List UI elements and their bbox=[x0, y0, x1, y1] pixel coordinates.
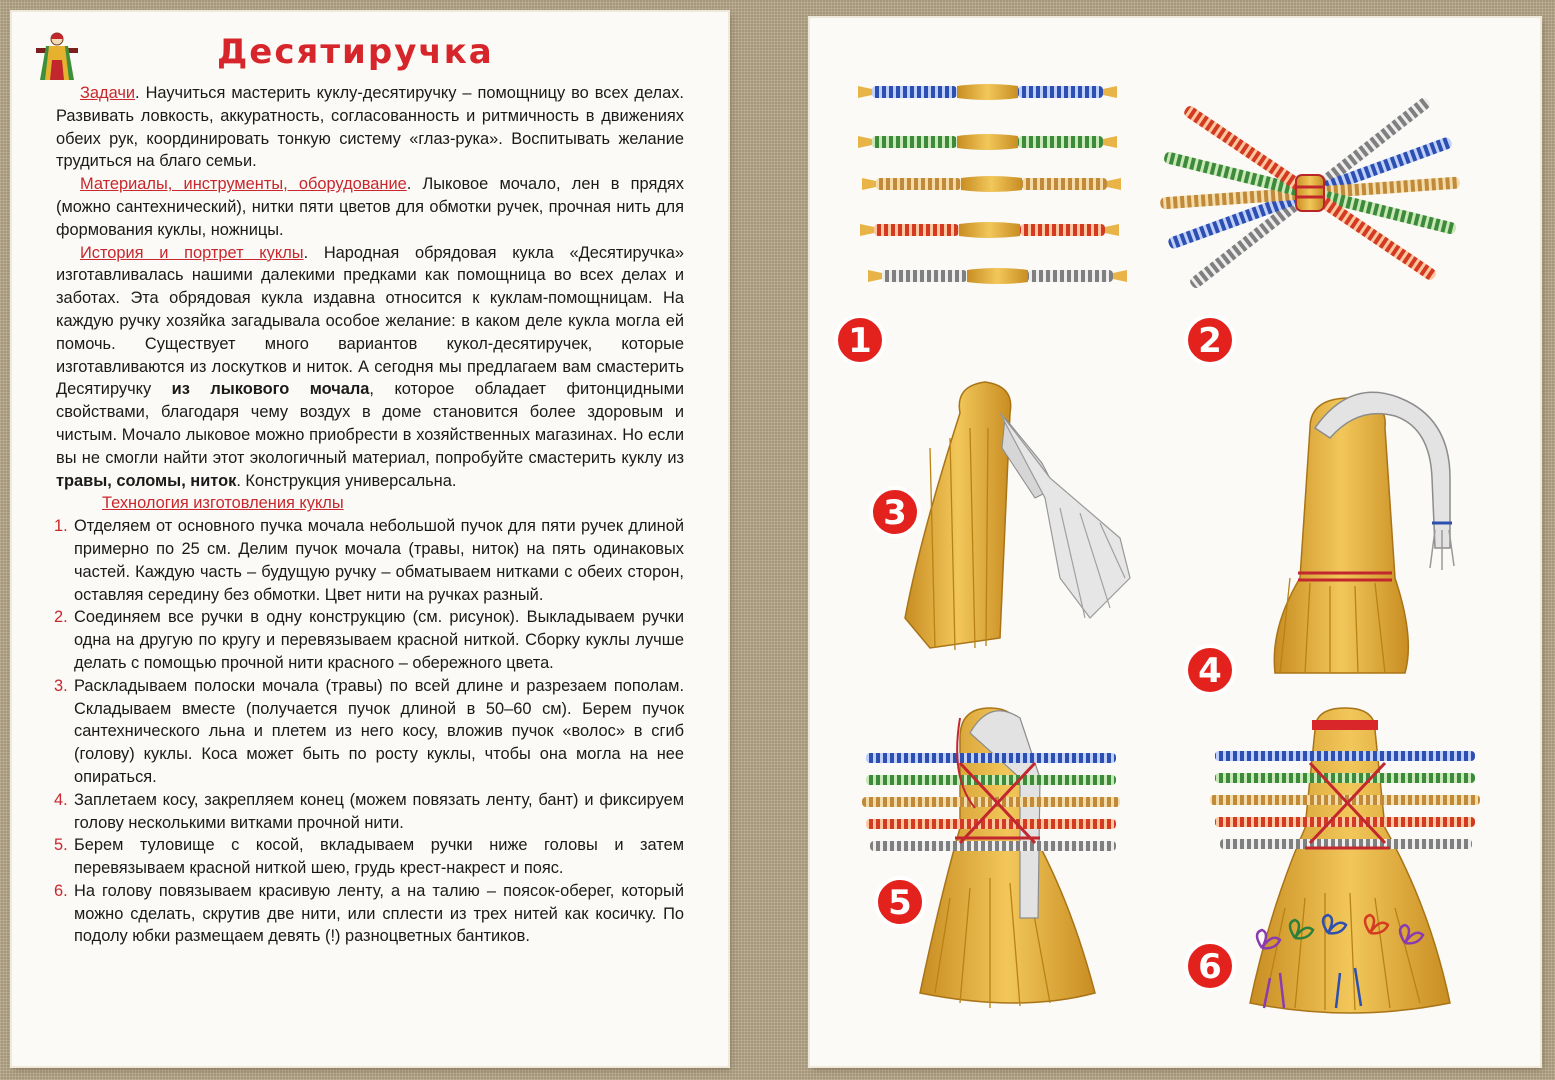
materials-text: . Лыковое мочало, лен в прядях (можно сантехнический), нитки пяти цветов для обмотки ручек, прочная нить для формования куклы, ножницы. bbox=[56, 175, 684, 239]
materials-paragraph bbox=[56, 173, 684, 241]
comma: , bbox=[181, 471, 191, 490]
step-number: 4. bbox=[54, 790, 68, 809]
tasks-text: . Научиться мастерить куклу-десятиручку – помощницу во всех делах. Развивать ловкость, аккуратность, согласованность и ритмичность в движениях обеих рук, координировать тонкую систему «глаз-рука». Воспитывать желание трудиться на благо семьи. bbox=[56, 84, 684, 171]
history-paragraph bbox=[56, 242, 684, 493]
step-item-3 bbox=[56, 675, 684, 789]
step-number: 2. bbox=[54, 608, 68, 627]
badge-2 bbox=[1186, 316, 1234, 364]
step6-finished-doll bbox=[1210, 708, 1480, 1013]
badge-5 bbox=[876, 878, 924, 926]
badge-1 bbox=[836, 316, 884, 364]
step5-doll-with-arms bbox=[862, 708, 1120, 1008]
instructions-text bbox=[56, 82, 684, 948]
tasks-paragraph bbox=[56, 82, 684, 173]
step-text: Отделяем от основного пучка мочала небольшой пучок для пяти ручек длиной примерно по 25 см. Делим пучок мочала (травы, ниток) на пять одинаковых частей. Каждую часть – будущую ручку – обматываем нитками с обеих сторон, оставляя середину без обмотки. Цвет нити на ручках разный. bbox=[74, 517, 684, 604]
history-text-2: , которое обладает фитонцидными свойствами, благодаря чему воздух в доме становится более здоровым и чистым. Мочало лыковое можно приобрести в хозяйственных магазинах. Но если вы не смогли найти этот экологичный материал, попробуйте смастерить куклу из bbox=[56, 380, 684, 467]
bold-lyko: из лыкового мочала bbox=[171, 380, 370, 399]
step-text: Раскладываем полоски мочала (травы) по всей длине и разрезаем пополам. Складываем вместе (получается пучок длиной в 50–60 см). Берем пучок сантехнического льна и плетем из него косу, вложив пучок «волос» в сгиб (голову) куклы. Коса может быть по росту куклы, чтобы она могла на нее опираться. bbox=[74, 676, 684, 786]
bold-threads: ниток bbox=[190, 471, 237, 490]
step-number: 1. bbox=[54, 517, 68, 536]
step-item-4 bbox=[56, 789, 684, 835]
badge-4 bbox=[1186, 646, 1234, 694]
step-text: Заплетаем косу, закрепляем конец (можем повязать ленту, бант) и фиксируем голову несколькими витками прочной нити. bbox=[74, 790, 684, 832]
step1-handles bbox=[858, 84, 1127, 284]
step-text: Соединяем все ручки в одну конструкцию (см. рисунок). Выкладываем ручки одна на другую по кругу и перевязываем красной ниткой. Сборку куклы лучше делать с помощью прочной нити красного – обережного цвета. bbox=[74, 608, 684, 672]
svg-text:6: 6 bbox=[1198, 947, 1222, 987]
step-item-5 bbox=[56, 834, 684, 880]
svg-text:3: 3 bbox=[883, 493, 907, 533]
svg-text:5: 5 bbox=[888, 883, 912, 923]
step2-crossed-handles bbox=[1160, 96, 1460, 290]
svg-text:1: 1 bbox=[848, 321, 872, 361]
svg-text:2: 2 bbox=[1198, 321, 1222, 361]
step4-bundle-long-braid bbox=[1274, 392, 1454, 673]
step-number: 3. bbox=[54, 676, 68, 695]
technology-heading: Технология изготовления куклы bbox=[102, 494, 344, 513]
step-item-2 bbox=[56, 606, 684, 674]
steps-list bbox=[56, 515, 684, 948]
step-text: Берем туловище с косой, вкладываем ручки ниже головы и затем перевязываем красной ниткой шею, грудь крест-накрест и пояс. bbox=[74, 836, 684, 878]
badge-3 bbox=[871, 488, 919, 536]
step-item-1 bbox=[56, 515, 684, 606]
tasks-label: Задачи bbox=[80, 84, 136, 102]
doll-logo-icon bbox=[34, 30, 80, 82]
illustration-page bbox=[810, 18, 1540, 1066]
comma: , bbox=[107, 471, 117, 490]
bold-grass: травы bbox=[56, 471, 108, 490]
history-label: История и портрет куклы bbox=[80, 243, 304, 262]
page-title: Десятиручка bbox=[217, 32, 494, 72]
svg-text:4: 4 bbox=[1198, 651, 1222, 691]
step-text: На голову повязываем красивую ленту, а на талию – поясок-оберег, который можно сделать, скрутив две нити, или сплести из трех нитей как косичку. По подолу юбки размещаем девять (!) разноцветных бантиков. bbox=[74, 881, 684, 946]
step3-bundle-braid bbox=[905, 382, 1130, 650]
step-number: 6. bbox=[54, 881, 68, 900]
step-number: 5. bbox=[54, 836, 68, 855]
history-text: . Народная обрядовая кукла «Десятиручка» изготавливалась нашими далекими предками как помощница во всех делах и заботах. Эта обрядовая кукла издавна относится к куклам-помощницам. На каждую ручку хозяйка загадывала особое желание: в каком деле кукла могла ей помочь. Существует много вариантов кукол-десятиручек, которые изготавливаются из лоскутков и ниток. А сегодня мы предлагаем вам смастерить Десятиручку bbox=[56, 243, 684, 399]
text-page bbox=[12, 12, 728, 1066]
materials-label: Материалы, инструменты, оборудование bbox=[80, 175, 407, 194]
bold-straw: соломы bbox=[116, 471, 182, 490]
step-item-6 bbox=[56, 880, 684, 948]
badge-6 bbox=[1186, 942, 1234, 990]
history-text-3: . Конструкция универсальна. bbox=[236, 471, 457, 490]
illustrations bbox=[810, 18, 1540, 1066]
